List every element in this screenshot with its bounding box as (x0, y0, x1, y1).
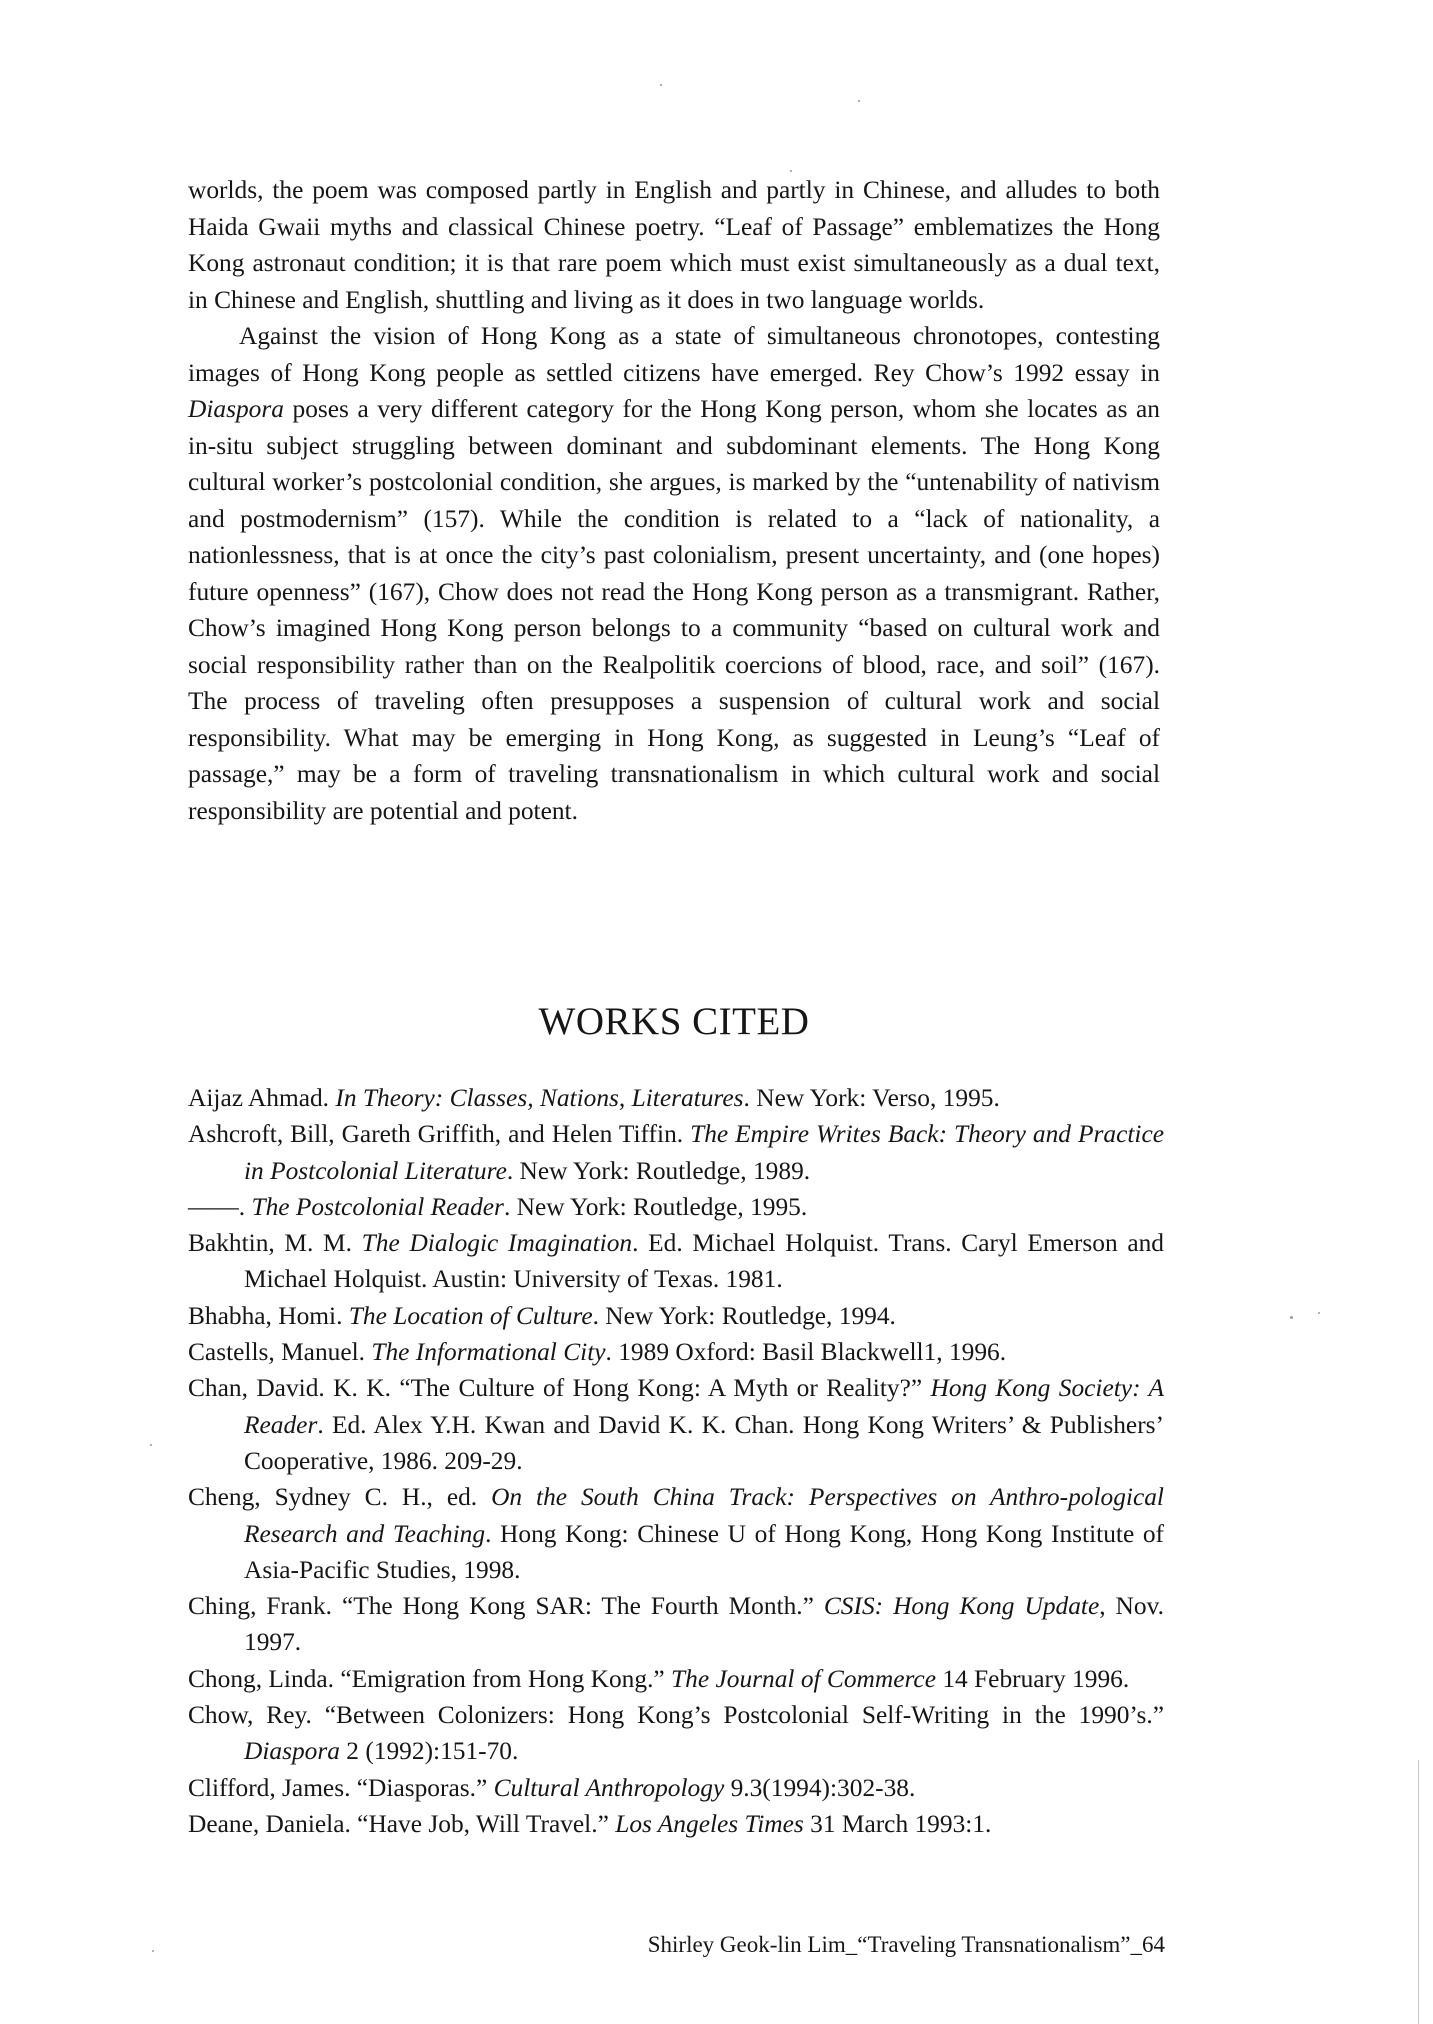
scan-speck (1290, 1316, 1293, 1319)
works-cited-list (188, 1080, 1164, 1842)
scan-speck (152, 1950, 154, 1952)
reference-entry: Chong, Linda. “Emigration from Hong Kong.” The Journal of Commerce 14 February 1996. (188, 1664, 1130, 1693)
scan-speck (150, 1444, 152, 1446)
scan-speck (660, 84, 662, 86)
body-text (188, 172, 1160, 829)
reference-entry: Bakhtin, M. M. The Dialogic Imagination. Ed. Michael Holquist. Trans. Caryl Emerson and Michael Holquist. Austin: University of Texas. 1981. (188, 1229, 1164, 1294)
works-cited-heading: WORKS CITED (538, 1000, 810, 1043)
reference-entry: Chan, David. K. K. “The Culture of Hong Kong: A Myth or Reality?” Hong Kong Society: A Reader. Ed. Alex Y.H. Kwan and David K. K. Chan. Hong Kong Writers’ & Publishers’ Cooperative, 1986. 209-29. (188, 1374, 1164, 1475)
reference-entry: Ching, Frank. “The Hong Kong SAR: The Fourth Month.” CSIS: Hong Kong Update, Nov. 1997. (188, 1592, 1164, 1657)
reference-entry: Deane, Daniela. “Have Job, Will Travel.” Los Angeles Times 31 March 1993:1. (188, 1809, 992, 1838)
reference-entry: Castells, Manuel. The Informational City. 1989 Oxford: Basil Blackwell1, 1996. (188, 1338, 1007, 1367)
reference-entry: Ashcroft, Bill, Gareth Griffith, and Helen Tiffin. The Empire Writes Back: Theory and Practice in Postcolonial Literature. New York: Routledge, 1989. (188, 1120, 1164, 1185)
reference-entry: Cheng, Sydney C. H., ed. On the South China Track: Perspectives on Anthro-pological Research and Teaching. Hong Kong: Chinese U of Hong Kong, Hong Kong Institute of Asia-Pacific Studies, 1998. (188, 1483, 1164, 1584)
reference-entry: Clifford, James. “Diasporas.” Cultural Anthropology 9.3(1994):302-38. (188, 1773, 916, 1802)
reference-entry: ——. The Postcolonial Reader. New York: Routledge, 1995. (188, 1192, 808, 1221)
paragraph-2: Against the vision of Hong Kong as a state of simultaneous chronotopes, contesting images of Hong Kong people as settled citizens have emerged. Rey Chow’s 1992 essay in Diaspora poses a very different category for the Hong Kong person, whom she locates as an in-situ subject struggling between dominant and subdominant elements. The Hong Kong cultural worker’s postcolonial condition, she argues, is marked by the “untenability of nativism and postmodernism” (157). While the condition is related to a “lack of nationality, a nationlessness, that is at once the city’s past colonialism, present uncertainty, and (one hopes) future openness” (167), Chow does not read the Hong Kong person as a transmigrant. Rather, Chow’s imagined Hong Kong person belongs to a community “based on cultural work and social responsibility rather than on the Realpolitik coercions of blood, race, and soil” (167). The process of traveling often presupposes a suspension of cultural work and social responsibility. What may be emerging in Hong Kong, as suggested in Leung’s “Leaf of passage,” may be a form of traveling transnationalism in which cultural work and social responsibility are potential and potent. (188, 322, 1160, 825)
scan-speck (790, 170, 792, 172)
scan-speck (1318, 1312, 1320, 1314)
scan-edge-line (1418, 1760, 1419, 2024)
paragraph-1: worlds, the poem was composed partly in English and partly in Chinese, and alludes to both Haida Gwaii myths and classical Chinese poetry. “Leaf of Passage” emblematizes the Hong Kong astronaut condition; it is that rare poem which must exist simultaneously as a dual text, in Chinese and English, shuttling and living as it does in two language worlds. (188, 176, 1160, 314)
running-footer: Shirley Geok-lin Lim_“Traveling Transnationalism”_64 (647, 1932, 1165, 1957)
reference-entry: Chow, Rey. “Between Colonizers: Hong Kong’s Postcolonial Self-Writing in the 1990’s.” Diaspora 2 (1992):151-70. (188, 1701, 1164, 1766)
reference-entry: Aijaz Ahmad. In Theory: Classes, Nations, Literatures. New York: Verso, 1995. (188, 1084, 1000, 1112)
scan-speck (858, 100, 860, 102)
reference-entry: Bhabha, Homi. The Location of Culture. New York: Routledge, 1994. (188, 1301, 896, 1330)
